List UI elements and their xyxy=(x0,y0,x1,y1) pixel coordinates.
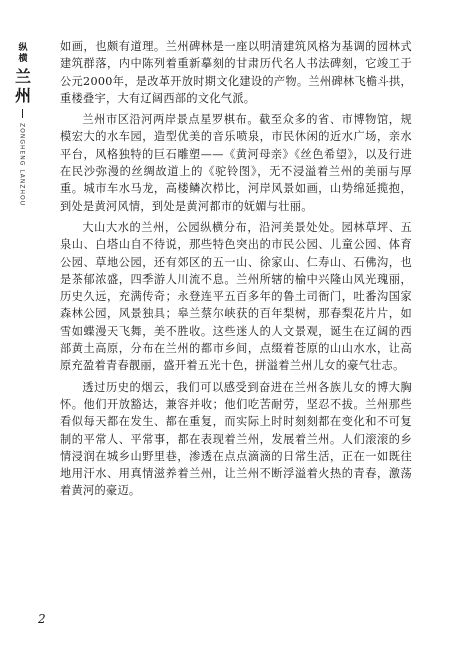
paragraph-2: 兰州市区沿河两岸景点星罗棋布。截至众多的省、市博物馆，规模宏大的水车园，造型优美的音乐喷泉，市民休闲的近水广场，亲水平台，风格独特的巨石雕塑——《黄河母亲》《丝色希望》，以及行进在民沙弥漫的丝绸故道上的《驼铃图》，无不浸溢着兰州的美丽与厚重。城市车水马龙，高楼鳞次栉比，河岸风景如画，山势绵延揽抱，到处是黄河风情，到处是黄河都市的妩媚与壮丽。 xyxy=(60,113,412,213)
page-body xyxy=(60,38,412,504)
series-label: 纵横 xyxy=(16,42,27,64)
paragraph-4: 透过历史的烟云，我们可以感受到奋进在兰州各族儿女的博大胸怀。他们开放豁达，兼容并收；他们吃苦耐劳，坚忍不拔。兰州那些看似每天都在发生、都在重复，而实际上时时刻刻都在变化和不可复制的平常人、平常事，都在表现着兰州，发展着兰州。人们滚滚的乡情浸润在城乡山野里巷，渗透在点点滴滴的日常生活，正在一如既往地用汗水、用真情滋养着兰州，让兰州不断浮溢着火热的青春，激荡着黄河的豪迈。 xyxy=(60,380,412,498)
book-title: 兰州 xyxy=(12,68,32,106)
page-number: 2 xyxy=(38,612,46,626)
book-sidebar xyxy=(14,42,30,206)
sidebar-divider xyxy=(22,109,23,118)
paragraph-1: 如画，也颇有道理。兰州碑林是一座以明清建筑风格为基调的园林式建筑群落，内中陈列着重新摹刻的甘肃历代名人书法碑刻，它竣工于公元2000年，是改革开放时期文化建设的产物。兰州碑林飞檐斗拱，重楼叠宇，大有辽阔西部的文化气派。 xyxy=(60,40,412,105)
paragraph-3: 大山大水的兰州，公园纵横分布，沿河美景处处。园林草坪、五泉山、白塔山自不待说，那些特色突出的市民公园、儿童公园、体育公园、草地公园，还有郊区的五一山、徐家山、仁寿山、石佛沟，也是茶郁浓盛，四季游人川流不息。兰州所辖的榆中兴隆山风光瑰丽，历史久远，充满传奇；永登连平五百多年的鲁土司衙门，吐番沟国家森林公园，风景独具；皋兰蔡尔峡获的百年梨树，那春梨花片片，如雪如蝶漫天飞舞，美不胜收。这些迷人的人文景观，诞生在辽阔的西部黄土高原，分布在兰州的都市乡间，点缀着苍原的山山水水，让高原充盈着青春靓丽，盛开着五光十色，拼溢着兰州儿女的豪气壮志。 xyxy=(60,220,412,373)
book-romanization: ZONGHENG LANZHOU xyxy=(18,123,26,207)
